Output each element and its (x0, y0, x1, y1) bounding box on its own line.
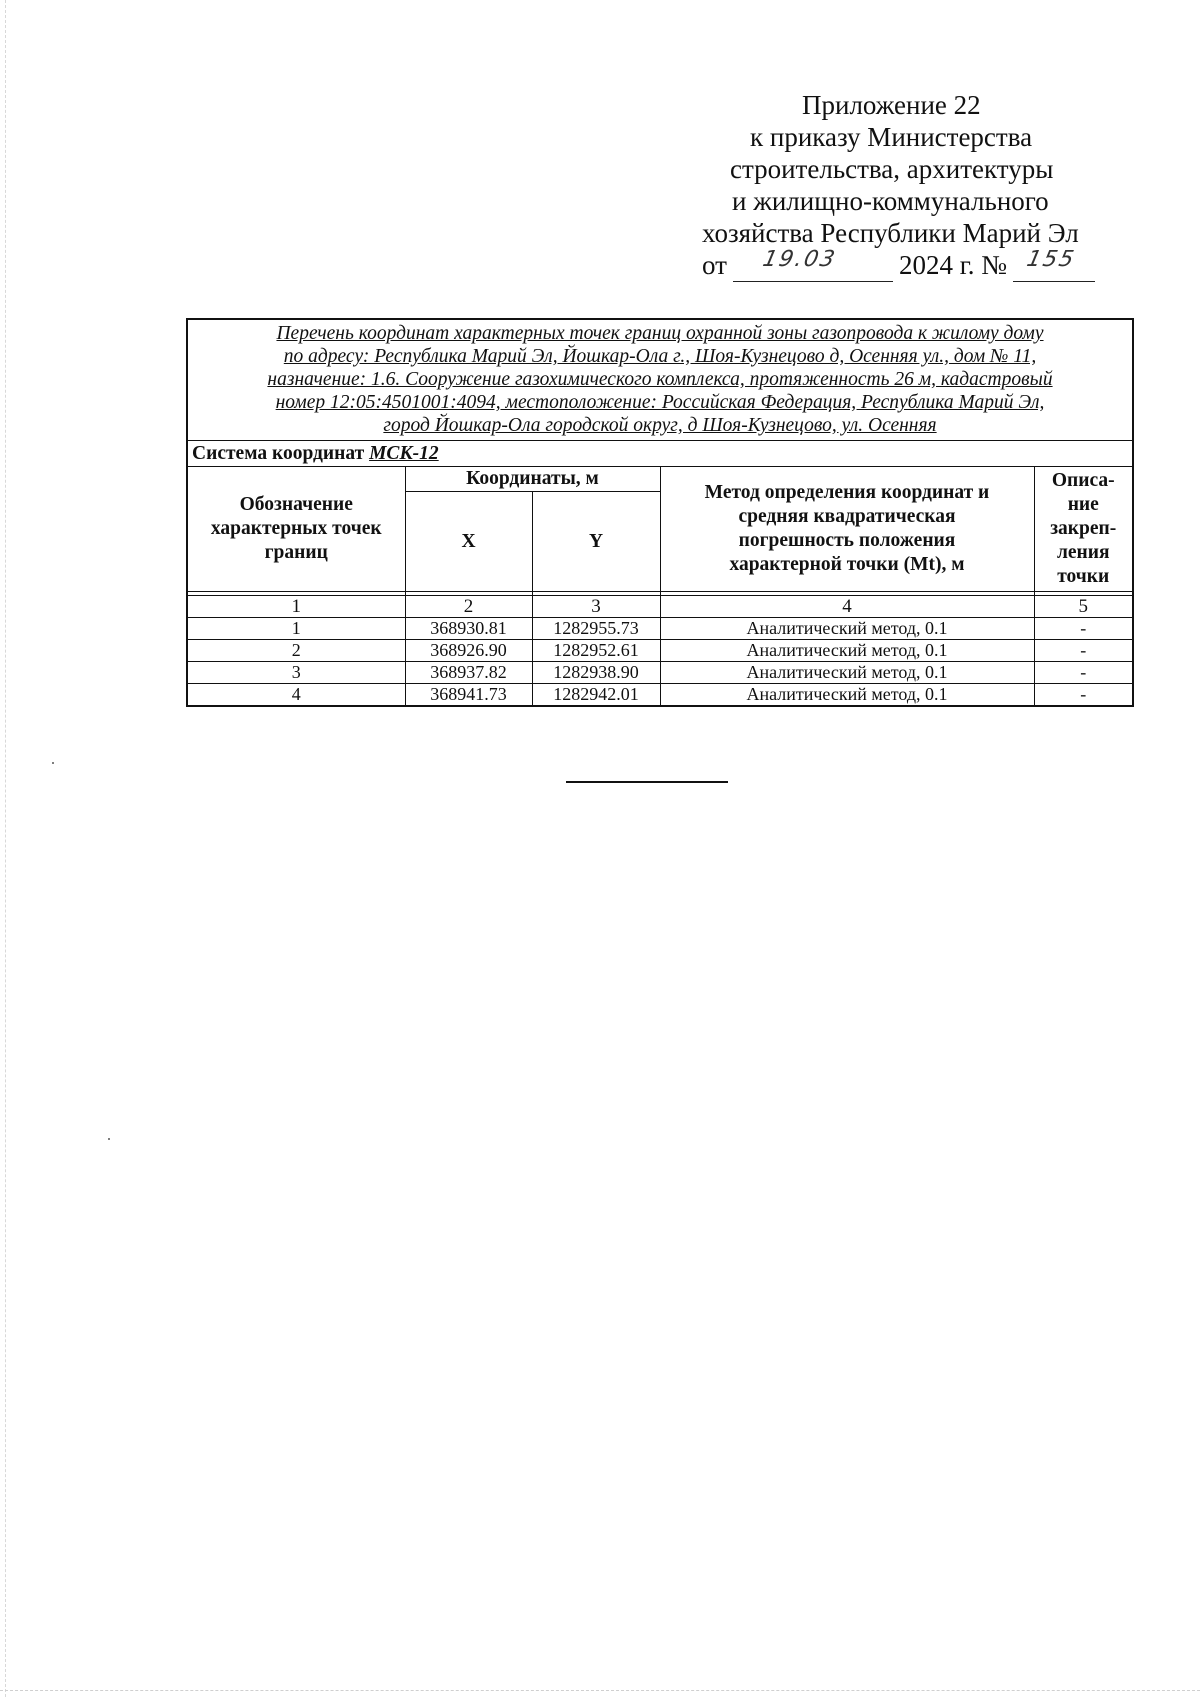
header-method (660, 467, 1034, 592)
method-cell: Аналитический метод, 0.1 (660, 618, 1034, 640)
column-number: 3 (532, 596, 660, 618)
table-title-line: назначение: 1.6. Сооружение газохимического комплекса, протяженность 26 м, кадастровый (267, 369, 1053, 390)
scan-edge-left (5, 0, 6, 1697)
handwritten-date: 19.03 (760, 247, 839, 272)
header-text: характерной точки (Mt), м (729, 554, 965, 575)
table-title-line: номер 12:05:4501001:4094, местоположение: Российская Федерация, Республика Марий Эл, (275, 392, 1045, 413)
x-cell: 368926.90 (405, 640, 532, 662)
scan-edge-bottom (0, 1690, 1200, 1691)
header-text: Описа- (1051, 470, 1115, 491)
appendix-number: Приложение 22 (802, 90, 981, 120)
coordinate-system-value: МСК-12 (369, 443, 439, 464)
header-line: хозяйства Республики Марий Эл (702, 218, 1079, 248)
scan-speck (108, 1138, 110, 1140)
header-text: границ (264, 542, 328, 563)
date-prefix: от (702, 250, 727, 280)
header-text: характерных точек (210, 518, 382, 539)
header-line: строительства, архитектуры (730, 154, 1054, 184)
table-title-line: по адресу: Республика Марий Эл, Йошкар-Ола г., Шоя-Кузнецово д, Осенняя ул., дом № 11, (283, 346, 1037, 367)
coordinate-system (187, 441, 1133, 467)
date-blank (733, 247, 893, 282)
header-x: X (405, 492, 532, 592)
header-text: закреп- (1050, 518, 1117, 539)
header-text: Обозначение (239, 494, 353, 515)
column-number-row (187, 596, 1133, 618)
table-row (187, 662, 1133, 684)
header-text: Метод определения координат и (704, 482, 990, 503)
method-cell: Аналитический метод, 0.1 (660, 662, 1034, 684)
end-of-document-rule (566, 781, 728, 783)
column-number: 1 (187, 596, 405, 618)
column-number: 5 (1034, 596, 1133, 618)
x-cell: 368941.73 (405, 684, 532, 707)
y-cell: 1282938.90 (532, 662, 660, 684)
header-coordinates: Координаты, м (405, 467, 660, 492)
description-cell: - (1034, 640, 1133, 662)
y-cell: 1282955.73 (532, 618, 660, 640)
method-cell: Аналитический метод, 0.1 (660, 640, 1034, 662)
header-line: и жилищно-коммунального (732, 186, 1049, 216)
point-cell: 3 (187, 662, 405, 684)
point-cell: 2 (187, 640, 405, 662)
description-cell: - (1034, 662, 1133, 684)
column-number: 2 (405, 596, 532, 618)
table-row (187, 684, 1133, 707)
x-cell: 368937.82 (405, 662, 532, 684)
y-cell: 1282952.61 (532, 640, 660, 662)
point-cell: 4 (187, 684, 405, 707)
header-text: точки (1057, 566, 1110, 587)
description-cell: - (1034, 618, 1133, 640)
table-row (187, 618, 1133, 640)
year-text: 2024 г. № (898, 250, 1007, 280)
header-text: средняя квадратическая (738, 506, 956, 527)
table-row (187, 640, 1133, 662)
header-line: к приказу Министерства (750, 122, 1033, 152)
coordinate-system-label: Система координат (192, 443, 365, 464)
scan-speck (52, 762, 54, 764)
description-cell: - (1034, 684, 1133, 707)
header-point-designation (187, 467, 405, 592)
table-title-line: Перечень координат характерных точек границ охранной зоны газопровода к жилому дому (276, 323, 1044, 344)
coordinates-table (186, 318, 1134, 707)
header-text: погрешность положения (738, 530, 956, 551)
handwritten-order-number: 155 (1024, 247, 1078, 272)
point-cell: 1 (187, 618, 405, 640)
table-title-line: город Йошкар-Ола городской округ, д Шоя-Кузнецово, ул. Осенняя (383, 415, 937, 436)
y-cell: 1282942.01 (532, 684, 660, 707)
header-text: ления (1056, 542, 1110, 563)
header-description (1034, 467, 1133, 592)
header-y: Y (532, 492, 660, 592)
method-cell: Аналитический метод, 0.1 (660, 684, 1034, 707)
table-title (187, 319, 1133, 441)
x-cell: 368930.81 (405, 618, 532, 640)
column-number: 4 (660, 596, 1034, 618)
header-text: ние (1067, 494, 1099, 515)
number-blank (1013, 247, 1095, 282)
order-date-line (702, 248, 1101, 282)
